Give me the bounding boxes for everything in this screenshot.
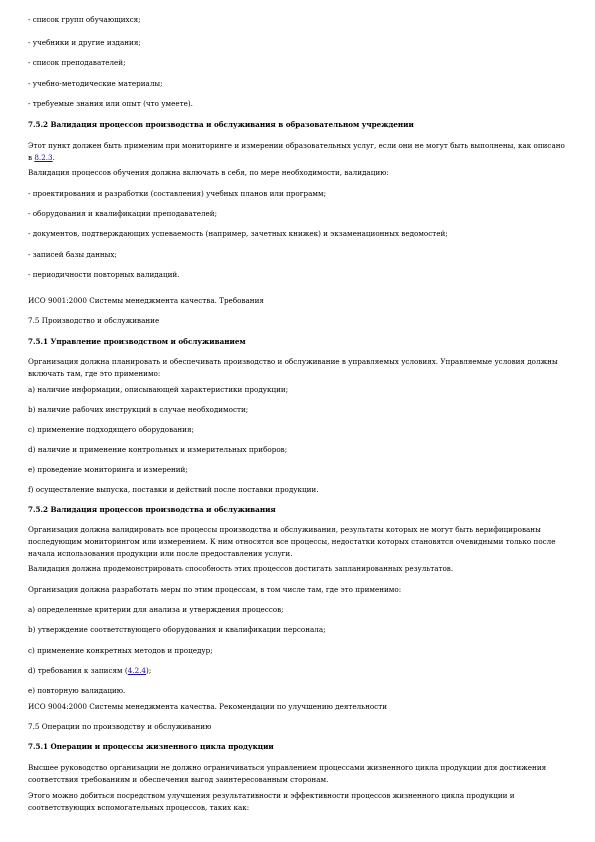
list-item: b) утверждение соответствующего оборудования и квалификации персонала; xyxy=(28,625,326,634)
list-item: c) применение подходящего оборудования; xyxy=(28,425,194,434)
section-heading: 7.5.2 Валидация процессов производства и обслуживания в образовательном учреждении xyxy=(28,120,414,129)
list-item: e) повторную валидацию. xyxy=(28,686,126,695)
paragraph: Организация должна разработать меры по этим процессам, в том числе там, где это применимо: xyxy=(28,585,402,594)
list-item: b) наличие рабочих инструкций в случае необходимости; xyxy=(28,405,249,414)
list-item: e) проведение мониторинга и измерений; xyxy=(28,465,188,474)
list-item: - список преподавателей; xyxy=(28,58,126,67)
list-item: - оборудования и квалификации преподавателей; xyxy=(28,209,218,218)
paragraph: Высшее руководство организации не должно ограничиваться управлением процессами жизненного цикла продукции для достижения соответствия требованиям и обеспечения выгод заинтересованным сторонам. xyxy=(28,763,547,784)
section-heading: 7.5 Производство и обслуживание xyxy=(28,316,160,325)
paragraph: Валидация процессов обучения должна включать в себя, по мере необходимости, валидацию: xyxy=(28,168,389,177)
paragraph: Организация должна планировать и обеспечивать производство и обслуживание в управляемых условиях. Управляемые условия должны включать там, где это применимо: xyxy=(28,357,558,378)
section-heading: 7.5.1 Операции и процессы жизненного цикла продукции xyxy=(28,742,274,751)
paragraph: Организация должна валидировать все процессы производства и обслуживания, результаты которых не могут быть верифицированы последующим мониторингом или измерением. К ним относятся все процессы, недостатки которых становятся очевидными только после начала использования продукции или после предоставления услуги. xyxy=(28,525,556,558)
standard-title: ИСО 9001:2000 Системы менеджмента качества. Требования xyxy=(28,296,264,305)
list-item xyxy=(28,665,568,677)
list-item-text: d) требования к записям ( xyxy=(28,666,128,675)
section-heading: 7.5.2 Валидация процессов производства и обслуживания xyxy=(28,505,276,514)
list-item: - документов, подтверждающих успеваемость (например, зачетных книжек) и экзаменационных ведомостей; xyxy=(28,229,448,238)
list-item: f) осуществление выпуска, поставки и действий после поставки продукции. xyxy=(28,485,319,494)
list-item-text: ); xyxy=(146,666,152,675)
paragraph-text: Этот пункт должен быть применим при мониторинге и измерении образовательных услуг, если они не могут быть выполнены, как описано в xyxy=(28,141,565,162)
paragraph-text: . xyxy=(52,153,55,162)
paragraph xyxy=(28,140,568,164)
paragraph: Этого можно добиться посредством улучшения результативности и эффективности процессов жизненного цикла продукции и соответствующих вспомогательных процессов, таких как: xyxy=(28,791,515,812)
list-item: - требуемые знания или опыт (что умеете). xyxy=(28,99,193,108)
section-heading: 7.5.1 Управление производством и обслуживанием xyxy=(28,337,246,346)
list-item: a) наличие информации, описывающей характеристики продукции; xyxy=(28,385,289,394)
section-link[interactable]: 4.2.4 xyxy=(127,666,147,675)
section-link[interactable]: 8.2.3 xyxy=(34,153,53,162)
list-item: a) определенные критерии для анализа и утверждения процессов; xyxy=(28,605,284,614)
standard-title: ИСО 9004:2000 Системы менеджмента качества. Рекомендации по улучшению деятельности xyxy=(28,702,387,711)
list-item: - записей базы данных; xyxy=(28,250,117,259)
list-item: - проектирования и разработки (составления) учебных планов или программ; xyxy=(28,189,326,198)
list-item: - периодичности повторных валидаций. xyxy=(28,270,180,279)
list-item: d) наличие и применение контрольных и измерительных приборов; xyxy=(28,445,288,454)
paragraph: Валидация должна продемонстрировать способность этих процессов достигать запланированных результатов. xyxy=(28,564,454,573)
list-item: c) применение конкретных методов и процедур; xyxy=(28,646,213,655)
list-item: - учебники и другие издания; xyxy=(28,38,141,47)
list-item: - список групп обучающихся; xyxy=(28,15,141,24)
section-heading: 7.5 Операции по производству и обслуживанию xyxy=(28,722,212,731)
list-item: - учебно-методические материалы; xyxy=(28,79,163,88)
